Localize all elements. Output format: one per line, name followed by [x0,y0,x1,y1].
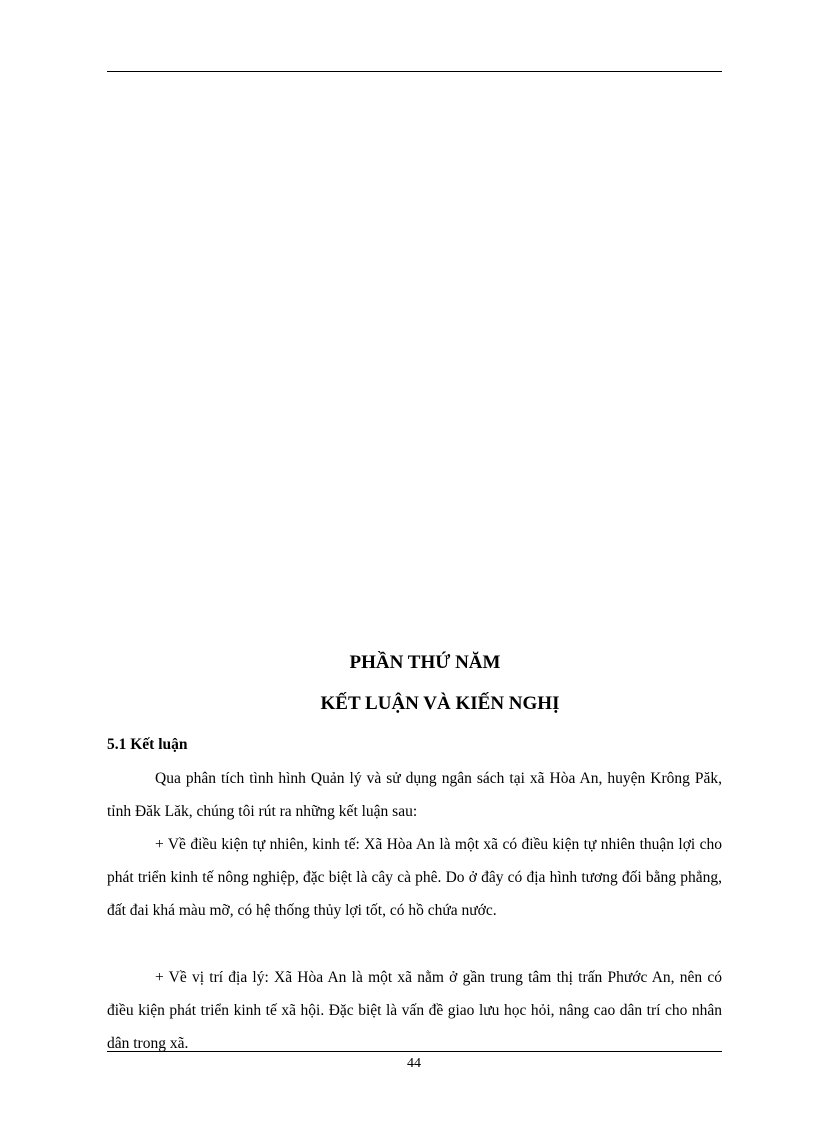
footer-rule [107,1051,722,1052]
paragraph-natural-conditions: + Về điều kiện tự nhiên, kinh tế: Xã Hòa An là một xã có điều kiện tự nhiên thuận lợi cho phát triển kinh tế nông nghiệp, đặc biệt là cây cà phê. Do ở đây có địa hình tương đối bằng phẳng, đất đai khá màu mỡ, có hệ thống thủy lợi tốt, có hồ chứa nước. [107,836,722,919]
paragraph-intro: Qua phân tích tình hình Quản lý và sử dụng ngân sách tại xã Hòa An, huyện Krông Păk, tỉnh Đăk Lăk, chúng tôi rút ra những kết luận sau: [107,770,722,820]
paragraph-geographic-location: + Về vị trí địa lý: Xã Hòa An là một xã nằm ở gần trung tâm thị trấn Phước An, nên có điều kiện phát triển kinh tế xã hội. Đặc biệt là vấn đề giao lưu học hỏi, nâng cao dân trí cho nhân dân trong xã. [107,969,722,1052]
section-heading: 5.1 Kết luận [107,736,188,753]
part-title: PHẦN THỨ NĂM [349,652,501,673]
page-number: 44 [407,1056,421,1071]
chapter-title: KẾT LUẬN VÀ KIẾN NGHỊ [320,693,560,714]
header-rule [107,71,722,72]
